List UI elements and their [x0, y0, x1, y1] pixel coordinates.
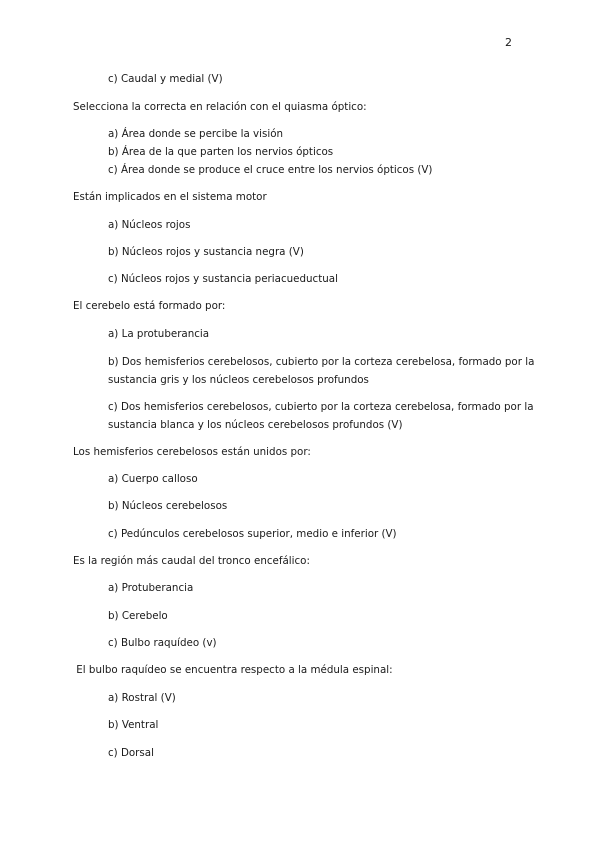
question-6-option-a: a) Rostral (V): [108, 692, 176, 704]
question-4-option-a: a) Cuerpo calloso: [108, 473, 198, 485]
question-2-option-c: c) Núcleos rojos y sustancia periacueductual: [108, 273, 338, 285]
question-2-option-b: b) Núcleos rojos y sustancia negra (V): [108, 246, 304, 258]
question-5: Es la región más caudal del tronco encefálico:: [73, 555, 310, 567]
question-6-option-b: b) Ventral: [108, 719, 159, 731]
question-5-option-c: c) Bulbo raquídeo (v): [108, 637, 217, 649]
question-3-option-c-line-2: sustancia blanca y los núcleos cerebelosos profundos (V): [108, 419, 403, 431]
question-3-option-b-line-1: b) Dos hemisferios cerebelosos, cubierto por la corteza cerebelosa, formado por la: [108, 356, 535, 368]
question-4: Los hemisferios cerebelosos están unidos por:: [73, 446, 311, 458]
question-5-option-b: b) Cerebelo: [108, 610, 168, 622]
question-3-option-c-line-1: c) Dos hemisferios cerebelosos, cubierto por la corteza cerebelosa, formado por la: [108, 401, 534, 413]
question-3: El cerebelo está formado por:: [73, 300, 226, 312]
question-1-option-c: c) Área donde se produce el cruce entre los nervios ópticos (V): [108, 164, 433, 176]
question-3-option-a: a) La protuberancia: [108, 328, 210, 340]
question-6-option-c: c) Dorsal: [108, 747, 154, 759]
question-4-option-b: b) Núcleos cerebelosos: [108, 500, 228, 512]
question-3-option-b-line-2: sustancia gris y los núcleos cerebelosos profundos: [108, 374, 369, 386]
question-2-option-a: a) Núcleos rojos: [108, 219, 191, 231]
question-1-option-a: a) Área donde se percibe la visión: [108, 128, 284, 140]
question-5-option-a: a) Protuberancia: [108, 582, 194, 594]
question-4-option-c: c) Pedúnculos cerebelosos superior, medio e inferior (V): [108, 528, 397, 540]
question-1: Selecciona la correcta en relación con el quiasma óptico:: [73, 101, 367, 113]
question-2: Están implicados en el sistema motor: [73, 191, 267, 203]
page-number: 2: [505, 36, 512, 49]
question-1-option-b: b) Área de la que parten los nervios ópticos: [108, 146, 334, 158]
carry-over-option: c) Caudal y medial (V): [108, 73, 223, 85]
question-6: El bulbo raquídeo se encuentra respecto a la médula espinal:: [73, 664, 393, 676]
